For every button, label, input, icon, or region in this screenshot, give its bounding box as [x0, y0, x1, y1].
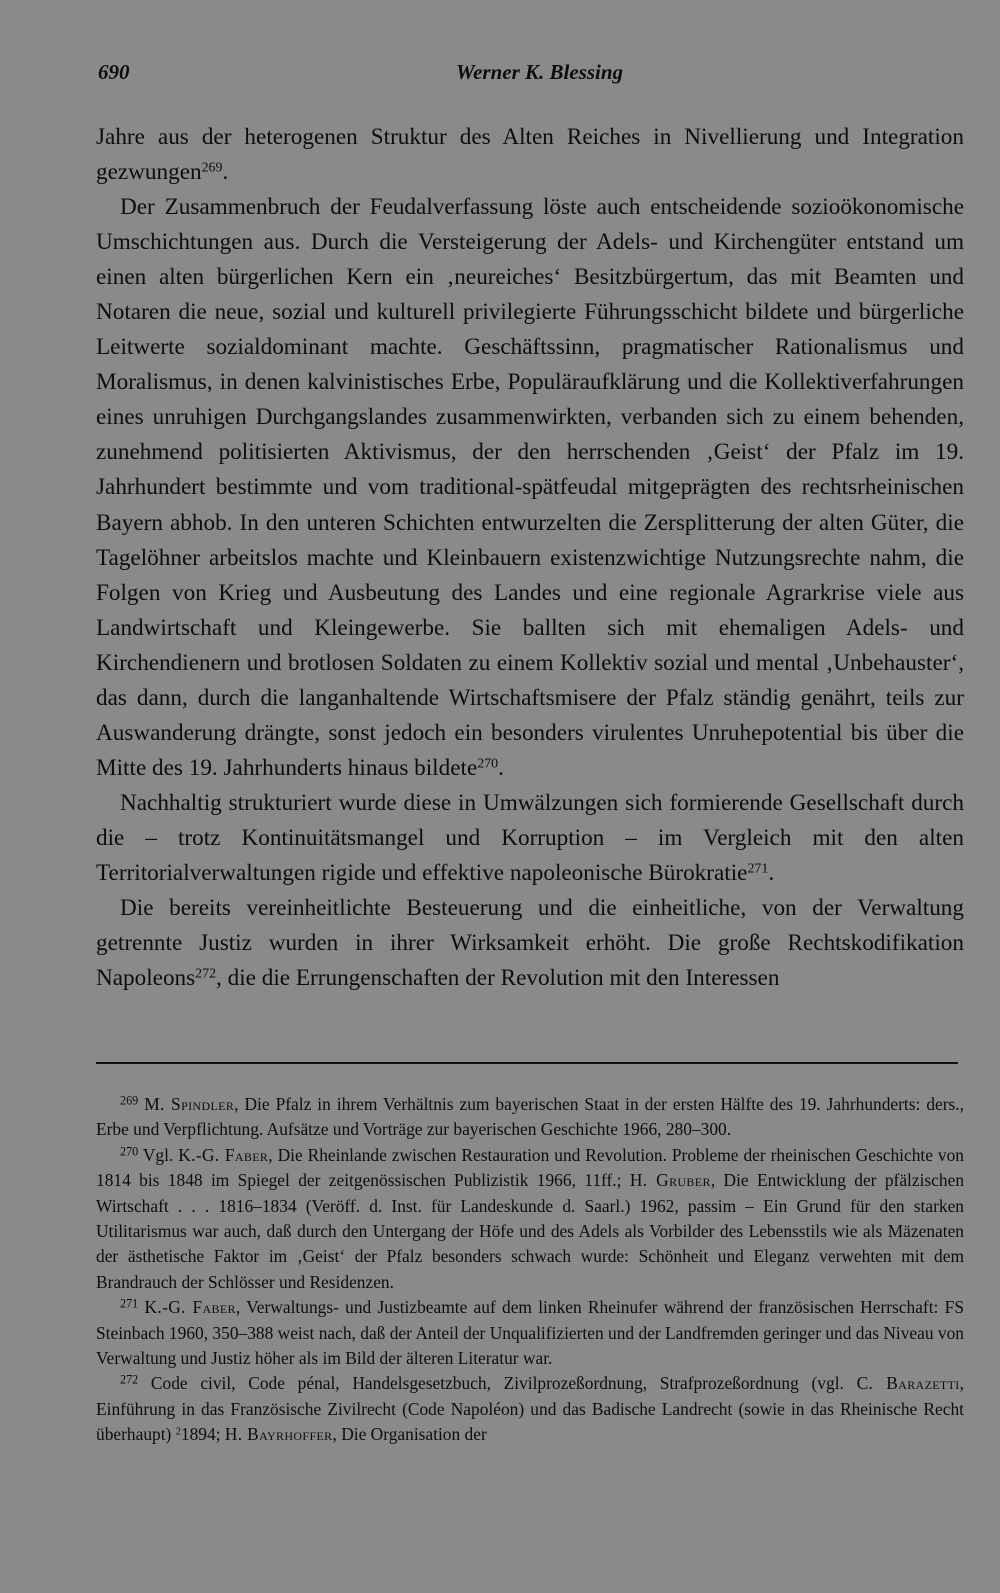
paragraph-text: . — [222, 159, 229, 186]
footnote-ref: 271 — [747, 861, 769, 877]
footnote-text: , Verwaltungs- und Justizbeamte auf dem linken Rheinufer während der französischen Herrschaft: FS Steinbach 1960, 350–388 weist nach, daß der Anteil der Unqualifizierten und der Landfremden geringer und das Niveau von Verwaltung und Justiz höher als im Bild der älteren Literatur war. — [96, 1297, 964, 1369]
edition-number: 2 — [175, 1426, 181, 1438]
footnote-text: , Einführung in das Französische Zivilrecht (Code Napoléon) und das Badische Landrecht (sowie in das Rheinische Recht überhaupt) — [96, 1373, 964, 1445]
cited-author: K.-G. Faber — [178, 1144, 269, 1165]
footnote-text: , Die Organisation der — [332, 1424, 487, 1445]
footnote-ref: 270 — [477, 756, 499, 772]
paragraph-text: Nachhaltig strukturiert wurde diese in Umwälzungen sich formierende Gesellschaft durch die – trotz Kontinuitätsmangel und Korruption – im Vergleich mit den alten Territorialverwaltungen rigide und effektive napoleonische Bürokratie — [96, 789, 964, 886]
paragraph-text: , die die Errungenschaften der Revolution mit den Interessen — [216, 965, 780, 992]
footnote-number: 271 — [120, 1296, 139, 1311]
footnote — [96, 1295, 964, 1371]
footnote-text: , Die Entwicklung der pfälzischen Wirtschaft . . . 1816–1834 (Veröff. d. Inst. für Landeskunde d. Saarl.) 1962, passim – Ein Grund für den starken Utilitarismus war auch, daß durch den Untergang der Höfe und des Adels als Vorbilder des Lebensstils wie als Mäzenaten der ästhetische Faktor im ‚Geist‘ der Pfalz besonders schwach wurde: Schönheit und Eleganz verwehten mit dem Brandrauch der Schlösser und Residenzen. — [96, 1170, 965, 1292]
footnote-ref: 272 — [195, 966, 217, 982]
footnote-number: 270 — [120, 1144, 139, 1159]
footnote-number: 272 — [120, 1373, 139, 1387]
footnote-text: , Die Rheinlande zwischen Restauration und Revolution. Probleme der rheinischen Geschichte von 1814 bis 1848 im Spiegel der zeitgenössischen Publizistik 1966, 11ff.; — [96, 1144, 964, 1191]
footnote-text: , Die Pfalz in ihrem Verhältnis zum bayerischen Staat in der ersten Hälfte des 19. Jahrhunderts: ders., Erbe und Verpflichtung. Aufsätze und Vorträge zur bayerischen Geschichte 1966, 280–300. — [96, 1094, 964, 1140]
paragraph — [96, 120, 964, 190]
paragraph-text: Der Zusammenbruch der Feudalverfassung löste auch entscheidende sozioökonomische Umschichtungen aus. Durch die Versteigerung der Adels- und Kirchengüter entstand um einen alten bürgerlichen Kern ein ‚neureiches‘ Besitzbürgertum, das mit Beamten und Notaren die neue, sozial und kulturell privilegierte Führungsschicht bildete und bürgerliche Leitwerte sozialdominant machte. Geschäftssinn, pragmatischer Rationalismus und Moralismus, in denen kalvinistisches Erbe, Populäraufklärung und die Kollektiverfahrungen eines unruhigen Durchgangslandes zusammenwirkten, verbanden sich zu einem behenden, zunehmend politisierten Aktivismus, der den herrschenden ‚Geist‘ der Pfalz im 19. Jahrhundert bestimmte und vom traditional-spätfeudal mitgeprägten des rechtsrheinischen Bayern abhob. In den unteren Schichten entwurzelten die Zersplitterung der alten Güter, die Tagelöhner arbeitslos machte und Kleinbauern existenzwichtige Nutzungsrechte nahm, die Folgen von Krieg und Ausbeutung des Landes und eine regionale Agrarkrise viele aus Landwirtschaft und Kleingewerbe. Sie ballten sich mit ehemaligen Adels- und Kirchendienern und brotlosen Soldaten zu einem Kollektiv sozial und mental ‚Unbehauster‘, das dann, durch die langanhaltende Wirtschaftsmisere der Pfalz ständig genährt, teils zur Auswanderung drängte, sonst jedoch ein besonders virulentes Unruhepotential bis über die Mitte des 19. Jahrhunderts hinaus bildete — [96, 194, 964, 781]
cited-author: M. Spindler — [144, 1094, 235, 1114]
running-head-author: Werner K. Blessing — [456, 60, 624, 84]
page-number: 690 — [98, 60, 130, 84]
cited-author: C. Barazetti — [856, 1373, 960, 1394]
footnotes — [96, 1092, 964, 1448]
footnote-text: Vgl. — [142, 1144, 179, 1165]
footnote-number: 269 — [120, 1093, 139, 1108]
paragraph — [96, 190, 964, 786]
running-header — [96, 56, 960, 90]
footnote — [96, 1092, 964, 1143]
footnote-separator — [96, 1062, 958, 1064]
footnote — [96, 1371, 964, 1447]
footnote — [96, 1143, 964, 1295]
paragraph — [96, 891, 964, 996]
cited-author: K.-G. Faber — [144, 1297, 236, 1318]
paragraph-text: . — [768, 859, 775, 886]
cited-author: H. Gruber — [629, 1170, 711, 1191]
paragraph-text: . — [498, 754, 504, 781]
footnote-text: Code civil, Code pénal, Handelsgesetzbuch, Zivilprozeßordnung, Strafprozeßordnung (vgl. — [150, 1373, 857, 1394]
footnote-ref: 269 — [201, 160, 223, 176]
footnote-text: 1894; — [180, 1424, 225, 1445]
paragraph-text: Jahre aus der heterogenen Struktur des Alten Reiches in Nivellierung und Integration gezwungen — [96, 124, 964, 186]
main-text — [96, 120, 964, 996]
cited-author: H. Bayrhoffer — [224, 1424, 333, 1445]
paragraph-text: Die bereits vereinheitlichte Besteuerung und die einheitliche, von der Verwaltung getrennte Justiz wurden in ihrer Wirksamkeit erhöht. Die große Rechtskodifikation Napoleons — [96, 895, 964, 992]
paragraph — [96, 786, 964, 891]
